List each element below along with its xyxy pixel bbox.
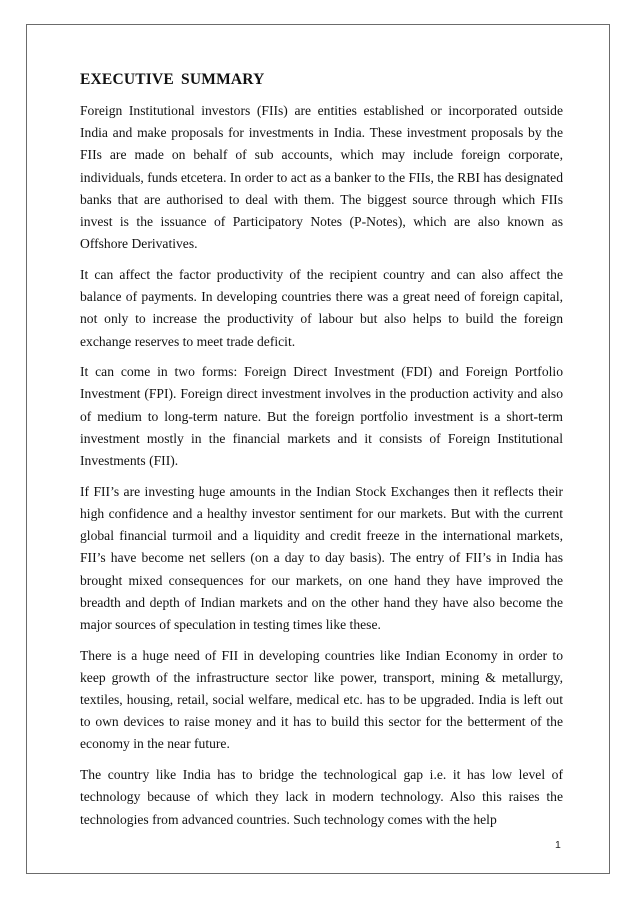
executive-summary-heading: EXECUTIVE SUMMARY xyxy=(80,71,265,88)
paragraph-fdi-fpi: It can come in two forms: Foreign Direct Investment (FDI) and Foreign Portfolio Investment (FPI). Foreign direct investment involves in the production activity and also of medium to long-term nature. But the foreign portfolio investment is a short-term investment mostly in the financial markets and it consists of Foreign Institutional Investments (FII). xyxy=(80,364,563,469)
document-body xyxy=(80,70,563,839)
paragraph-fii-definition: Foreign Institutional investors (FIIs) are entities established or incorporated outside India and make proposals for investments in India. These investment proposals by the FIIs are made on behalf of sub accounts, which may include foreign corporate, individuals, funds etcetera. In order to act as a banker to the FIIs, the RBI has designated banks that are authorised to deal with them. The biggest source through which FIIs invest is the issuance of Participatory Notes (P-Notes), which are also known as Offshore Derivatives. xyxy=(80,103,563,252)
paragraph-infrastructure: There is a huge need of FII in developing countries like Indian Economy in order to keep growth of the infrastructure sector like power, transport, mining & metallurgy, textiles, housing, retail, social welfare, medical etc. has to be upgraded. India is left out to own devices to raise money and it has to build this sector for the betterment of the economy in the near future. xyxy=(80,647,563,752)
paragraph-stock-exchanges: If FII’s are investing huge amounts in the Indian Stock Exchanges then it reflects their high confidence and a healthy investor sentiment for our markets. But with the current global financial turmoil and a liquidity and credit freeze in the international markets, FII’s have become net sellers (on a day to day basis). The entry of FII’s in India has brought mixed consequences for our markets, on one hand they have improved the breadth and depth of Indian markets and on the other hand they have also become the major sources of speculation in testing times like these. xyxy=(80,483,563,632)
paragraph-technology-gap: The country like India has to bridge the technological gap i.e. it has low level of technology because of which they lack in modern technology. Also this raises the technologies from advanced countries. Such technology comes with the help xyxy=(80,767,563,827)
page-number: 1 xyxy=(555,839,561,851)
paragraph-productivity: It can affect the factor productivity of the recipient country and can also affect the balance of payments. In developing countries there was a great need of foreign capital, not only to increase the productivity of labour but also helps to build the foreign exchange reserves to meet trade deficit. xyxy=(80,266,563,349)
